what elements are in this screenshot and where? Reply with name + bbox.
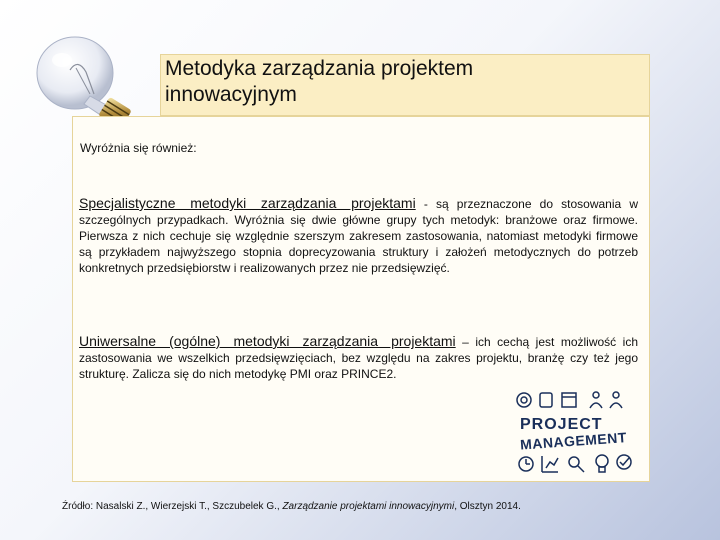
- title-line-2: innowacyjnym: [165, 83, 297, 106]
- title-line-1: Metodyka zarządzania projektem: [165, 57, 474, 80]
- money-icon: [540, 393, 552, 407]
- team-icon: [593, 392, 599, 398]
- graphic-icons-bottom: [519, 455, 631, 472]
- source-book-title: Zarządzanie projektami innowacyjnymi: [282, 501, 455, 512]
- source-prefix: Źródło: Nasalski Z., Wierzejski T., Szczubelek G.,: [62, 501, 283, 512]
- lightbulb-icon: [20, 28, 150, 128]
- target-icon: [517, 393, 531, 407]
- paragraph-universal-lead: Uniwersalne (ogólne) metodyki zarządzania projektami: [79, 333, 456, 349]
- paragraph-specialized: [79, 195, 638, 276]
- paragraph-specialized-lead: Specjalistyczne metodyki zarządzania projektami: [79, 195, 416, 211]
- source-citation: [62, 501, 521, 512]
- paragraph-universal-text: – ich cechą jest możliwość ich zastosowania we wszelkich przedsięwzięciach, bez względu na zakres projektu, branżę czy też jego strukturę. Zalicza się do nich metodykę PMI oraz PRINCE2.: [79, 335, 638, 381]
- graphic-icons-top: [517, 392, 622, 408]
- calendar-icon: [562, 393, 576, 407]
- graphic-title-line-1: PROJECT: [520, 416, 603, 433]
- lightbulb-small-icon: [596, 455, 608, 467]
- chart-icon: [542, 456, 558, 472]
- source-suffix: , Olsztyn 2014.: [454, 501, 521, 512]
- search-icon: [569, 457, 579, 467]
- slide-title: [165, 56, 645, 108]
- paragraph-universal: [79, 333, 638, 382]
- paragraph-specialized-text: - są przeznaczone do stosowania w szczególnych przypadkach. Wyróżnia się dwie główne grupy tych metodyk: branżowe oraz firmowe. Pierwsza z nich cechuje się względnie szerszym zakresem zastosowania, natomiast metodyki firmowe są przykładem najwyższego stopnia doprecyzowania struktury i założeń metodycznych do potrzeb konkretnych przedsiębiorstw i realizowanych przez nie przedsięwzięć.: [79, 197, 638, 275]
- project-management-graphic: [512, 386, 642, 478]
- graphic-title-line-2: MANAGEMENT: [519, 429, 628, 453]
- intro-text: Wyróżnia się również:: [80, 141, 197, 155]
